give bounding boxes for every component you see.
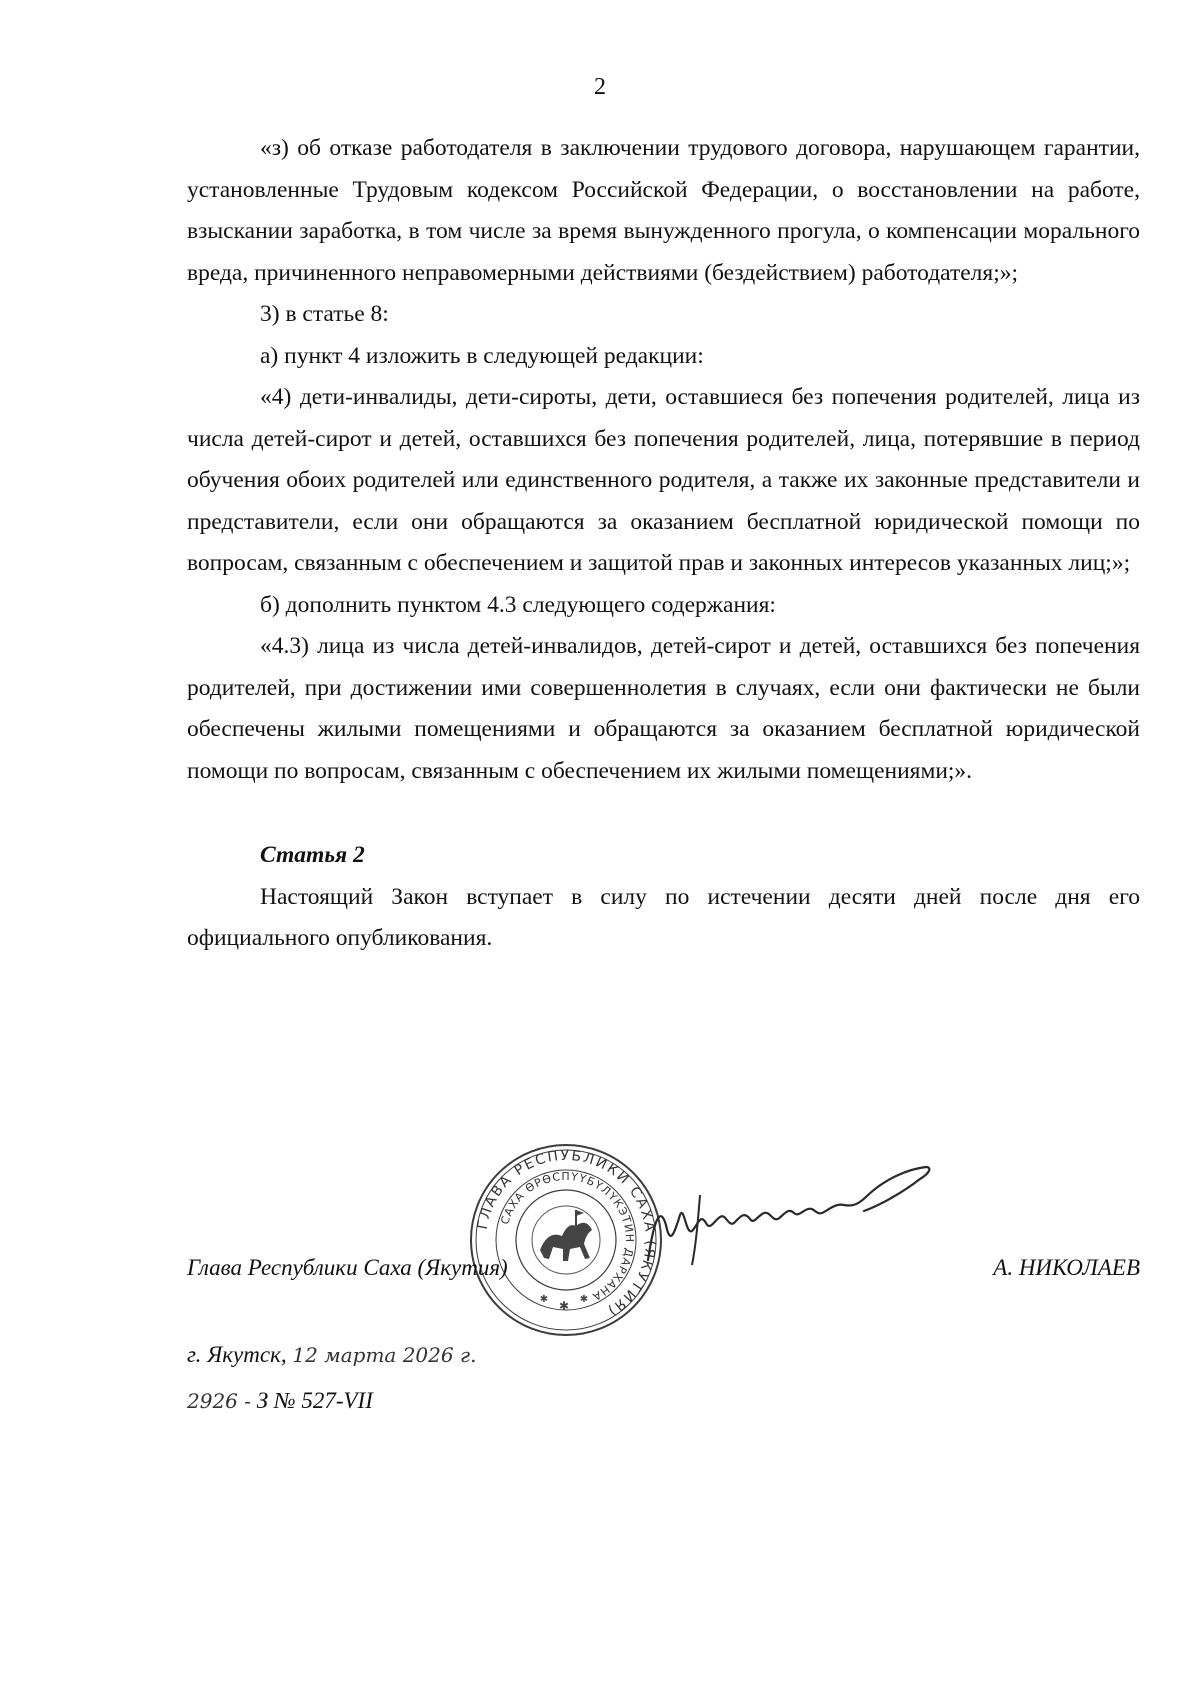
article-2-text: Настоящий Закон вступает в силу по истечении десяти дней после дня его официального опубликования. — [187, 883, 1140, 951]
paragraph-point-4: «4) дети-инвалиды, дети-сироты, дети, оставшиеся без попечения родителей, лица из числа детей-сирот и детей, оставшихся без попечения родителей, лица, потерявшие в период обучения обоих родителей или единственного родителя, а также их законные представители и представители, если они обращаются за оказанием бесплатной юридической помощи по вопросам, связанным с обеспечением и защитой прав и законных интересов указанных лиц;»; — [187, 384, 1140, 576]
article-2-heading: Статья 2 — [260, 842, 365, 868]
seal-inner-text: САХА ӨРӨСПҮҮБҮЛҮКЭТИН ДАРХАНА — [498, 1169, 637, 1304]
law-number-handwritten: 2926 - — [187, 1389, 252, 1413]
svg-text:✱: ✱ — [558, 1299, 570, 1313]
law-number: З № 527-VII — [256, 1388, 373, 1413]
document-body — [187, 128, 1140, 960]
place-date-line — [187, 1342, 1140, 1368]
law-number-line — [187, 1388, 1140, 1414]
signatory-name: А. НИКОЛАЕВ — [993, 1255, 1140, 1280]
svg-text:✱: ✱ — [579, 1294, 589, 1305]
official-seal — [468, 1142, 664, 1338]
paragraph-point-4-3: «4.3) лица из числа детей-инвалидов, детей-сирот и детей, оставшихся без попечения родителей, при достижении ими совершеннолетия в случаях, если они фактически не были обеспечены жилыми помещениями и обращаются за оказанием бесплатной юридической помощи по вопросам, связанным с обеспечением их жилыми помещениями;». — [187, 633, 1140, 784]
paragraph-item-a: а) пункт 4 изложить в следующей редакции: — [260, 342, 704, 369]
signing-date: 12 марта 2026 г. — [292, 1343, 477, 1367]
paragraph-article-8: 3) в статье 8: — [260, 301, 389, 327]
signature-row — [187, 1255, 1140, 1287]
signatory-title: Глава Республики Саха (Якутия) — [187, 1255, 508, 1280]
paragraph-item-b: б) дополнить пунктом 4.3 следующего содержания: — [260, 591, 776, 618]
signing-place: г. Якутск, — [187, 1342, 287, 1367]
page-number: 2 — [594, 74, 606, 100]
paragraph-z: «з) об отказе работодателя в заключении трудового договора, нарушающем гарантии, установленные Трудовым кодексом Российской Федерации, о восстановлении на работе, взыскании заработка, в том числе за время вынужденного прогула, о компенсации морального вреда, причиненного неправомерными действиями (бездействием) работодателя;»; — [187, 135, 1140, 286]
svg-text:✱: ✱ — [539, 1294, 549, 1305]
seal-outer-text: ГЛАВА РЕСПУБЛИКИ САХА (ЯКУТИЯ) — [474, 1147, 659, 1320]
